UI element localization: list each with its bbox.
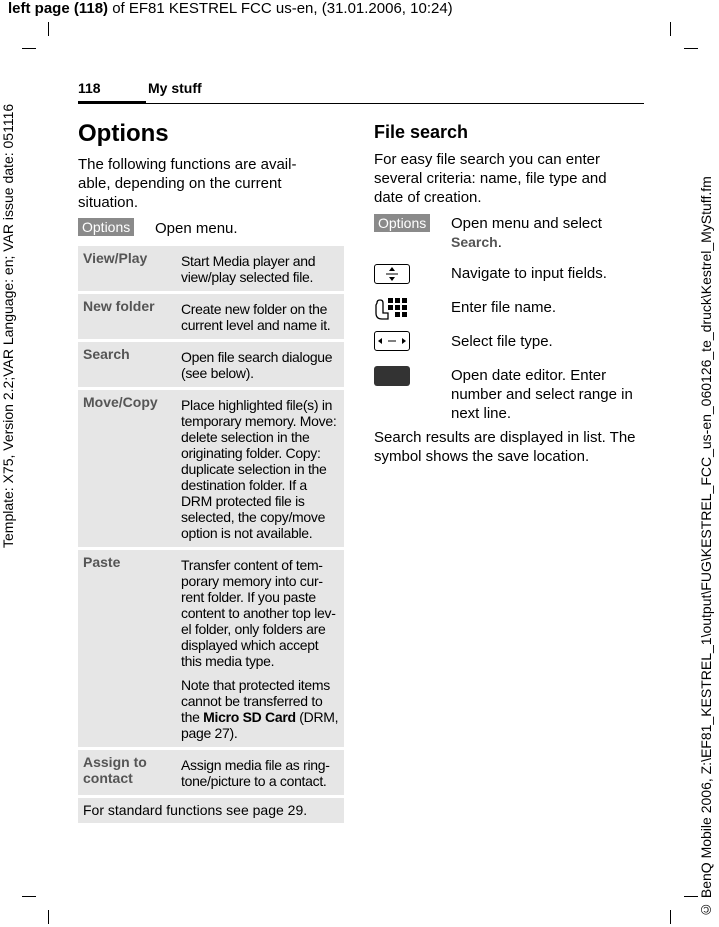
option-desc: Place highlighted file(s) in temporary memory. Move: delete selection in the originating folder. Copy: duplicate selection in the destination folder. If a DRM protected file is selected, the copy/move option is not available. (176, 390, 344, 550)
crop-mark (670, 910, 671, 924)
step-text: Select file type. (451, 333, 553, 350)
template-info-vertical: Template: X75, Version 2.2;VAR Language: en; VAR issue date: 051116 (0, 103, 16, 548)
table-row (78, 342, 344, 390)
option-desc: Transfer content of tem-porary memory into cur-rent folder. If you paste content to another top lev-el folder, only folders are displayed which accept this media type. (181, 557, 336, 669)
option-key: View/Play (78, 246, 176, 294)
navigation-up-down-glyph (375, 265, 409, 283)
option-note (181, 677, 341, 741)
search-softkey-text: Open menu and select (451, 215, 602, 232)
options-softkey-row (78, 218, 134, 237)
table-row (78, 550, 344, 750)
header-rule-thick (78, 101, 146, 104)
keypad-icon (374, 297, 410, 326)
navigation-up-down-icon (374, 264, 410, 284)
step-text: Enter file name. (451, 299, 557, 316)
search-softkey: Options (374, 214, 430, 232)
keypad-glyph (374, 297, 410, 321)
navigation-left-right-glyph (375, 332, 409, 350)
search-softkey-desc (451, 214, 641, 252)
table-row (78, 246, 344, 294)
file-search-intro: For easy file search you can enter several criteria: name, file type and date of creation. (374, 151, 607, 206)
note-bold: Micro SD Card (203, 709, 296, 725)
spacer (181, 669, 341, 677)
copyright-path-vertical: © BenQ Mobile 2006, Z:\EF81_KESTREL_1\output\FUG\KESTREL_FCC_us-en_060126_te_druck\Kestrel_MyStuff.fm (698, 176, 714, 918)
table-row (78, 798, 344, 826)
print-info-bold: left page (118) (8, 0, 109, 17)
crop-mark (670, 22, 671, 36)
option-key: Search (78, 342, 176, 390)
option-desc-cell (176, 550, 344, 750)
note-post: (DRM, page 27). (181, 709, 339, 741)
page-number: 118 (78, 80, 101, 96)
options-footer: For standard functions see page 29. (78, 798, 344, 826)
options-heading: Options (78, 120, 169, 147)
options-table (78, 246, 344, 826)
crop-mark (22, 896, 36, 897)
options-softkey-desc: Open menu. (155, 220, 238, 237)
header-rule (146, 103, 644, 104)
search-softkey-end: . (497, 234, 502, 251)
step-text: Open date editor. Enter number and select range in next line. (451, 367, 633, 422)
file-search-heading: File search (374, 122, 469, 142)
option-desc: Assign media file as ring-tone/picture to a contact. (176, 750, 344, 798)
note-pre: Note that protected items cannot be transferred to the (181, 677, 330, 725)
step-text: Navigate to input fields. (451, 265, 607, 282)
options-intro-text: The following functions are avail-able, depending on the current situation. (78, 156, 297, 211)
crop-mark (684, 48, 698, 49)
option-desc: Create new folder on the current level and name it. (176, 294, 344, 342)
option-key: Assign to contact (78, 750, 176, 798)
print-info-rest: of EF81 KESTREL FCC us-en, (31.01.2006, 10:24) (108, 0, 453, 17)
section-title: My stuff (148, 80, 202, 96)
center-key-icon (374, 366, 410, 386)
option-key: Paste (78, 550, 176, 750)
option-desc: Open file search dialogue (see below). (176, 342, 344, 390)
table-row (78, 294, 344, 342)
table-row (78, 390, 344, 550)
print-info-line (8, 0, 453, 17)
file-search-outro: Search results are displayed in list. The symbol shows the save location. (374, 429, 636, 465)
option-key: Move/Copy (78, 390, 176, 550)
options-softkey: Options (78, 218, 134, 236)
option-desc: Start Media player and view/play selected file. (176, 246, 344, 294)
crop-mark (684, 896, 698, 897)
crop-mark (48, 910, 49, 924)
table-row (78, 750, 344, 798)
option-key: New folder (78, 294, 176, 342)
options-intro (78, 155, 328, 212)
search-softkey-row (374, 214, 430, 233)
crop-mark (48, 22, 49, 36)
navigation-left-right-icon (374, 331, 410, 351)
crop-mark (22, 48, 36, 49)
search-softkey-bold: Search (451, 234, 498, 250)
